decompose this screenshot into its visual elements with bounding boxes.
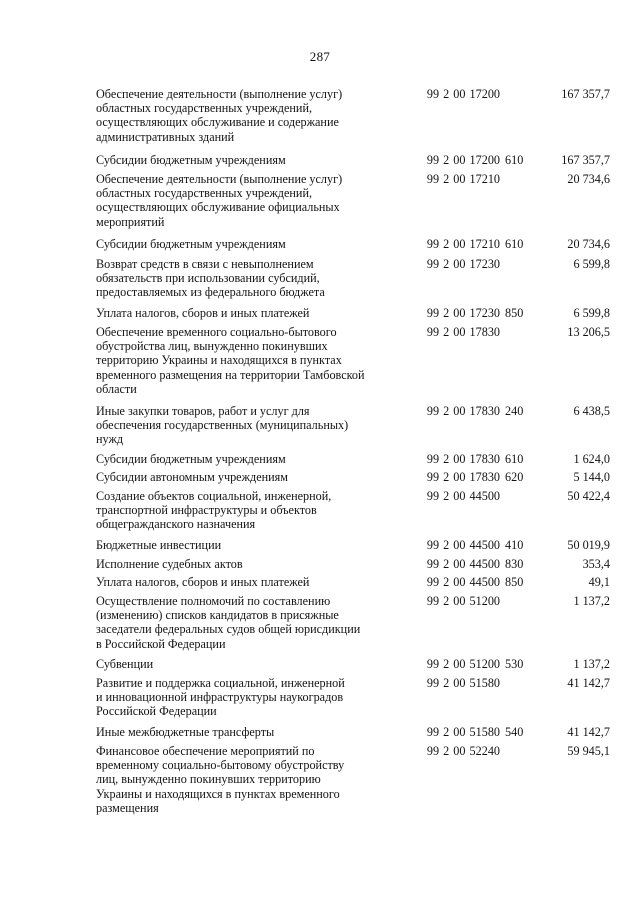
row-description: Субсидии бюджетным учреждениям bbox=[96, 237, 286, 251]
row-code: 99 2 00 52240 bbox=[426, 744, 500, 758]
row-code: 99 2 00 17230 bbox=[426, 257, 500, 271]
row-expense-type: 830 bbox=[505, 557, 524, 571]
row-code: 99 2 00 17230 bbox=[426, 306, 500, 320]
row-expense-type: 610 bbox=[505, 237, 524, 251]
row-code: 99 2 00 17210 bbox=[426, 172, 500, 186]
row-description: Возврат средств в связи с невыполнением обязательств при использовании субсидий, предоставляемых из федерального бюджета bbox=[96, 257, 325, 300]
row-expense-type: 850 bbox=[505, 575, 524, 589]
row-expense-type: 240 bbox=[505, 404, 524, 418]
row-amount: 50 422,4 bbox=[567, 489, 610, 503]
row-description: Субсидии бюджетным учреждениям bbox=[96, 452, 286, 466]
row-expense-type: 850 bbox=[505, 306, 524, 320]
row-amount: 167 357,7 bbox=[561, 153, 610, 167]
row-amount: 1 137,2 bbox=[573, 594, 610, 608]
row-expense-type: 610 bbox=[505, 153, 524, 167]
row-amount: 50 019,9 bbox=[567, 538, 610, 552]
row-description: Обеспечение деятельности (выполнение услуг) областных государственных учреждений, осуществляющих обслуживание и содержание административных зданий bbox=[96, 87, 343, 144]
row-amount: 20 734,6 bbox=[567, 172, 610, 186]
row-description: Создание объектов социальной, инженерной, транспортной инфраструктуры и объектов общегражданского назначения bbox=[96, 489, 332, 532]
row-code: 99 2 00 44500 bbox=[426, 557, 500, 571]
row-amount: 20 734,6 bbox=[567, 237, 610, 251]
row-description: Уплата налогов, сборов и иных платежей bbox=[96, 575, 310, 589]
row-code: 99 2 00 17830 bbox=[426, 404, 500, 418]
row-expense-type: 410 bbox=[505, 538, 524, 552]
row-amount: 6 438,5 bbox=[573, 404, 610, 418]
row-expense-type: 610 bbox=[505, 452, 524, 466]
row-description: Субвенции bbox=[96, 657, 154, 671]
row-amount: 41 142,7 bbox=[567, 676, 610, 690]
row-expense-type: 620 bbox=[505, 470, 524, 484]
row-description: Иные закупки товаров, работ и услуг для обеспечения государственных (муниципальных) нужд bbox=[96, 404, 349, 447]
row-amount: 41 142,7 bbox=[567, 725, 610, 739]
row-code: 99 2 00 44500 bbox=[426, 538, 500, 552]
row-amount: 13 206,5 bbox=[567, 325, 610, 339]
row-description: Финансовое обеспечение мероприятий по временному социально-бытовому обустройству лиц, вынужденно покинувших территорию Украины и находящихся в пунктах временного размещения bbox=[96, 744, 345, 815]
row-amount: 59 945,1 bbox=[567, 744, 610, 758]
row-description: Иные межбюджетные трансферты bbox=[96, 725, 275, 739]
row-description: Субсидии бюджетным учреждениям bbox=[96, 153, 286, 167]
row-amount: 353,4 bbox=[582, 557, 610, 571]
row-code: 99 2 00 51200 bbox=[426, 657, 500, 671]
row-description: Обеспечение временного социально-бытового обустройства лиц, вынужденно покинувших территорию Украины и находящихся в пунктах временного размещения на территории Тамбовской области bbox=[96, 325, 365, 396]
page-number: 287 bbox=[309, 49, 331, 64]
row-description: Исполнение судебных актов bbox=[96, 557, 243, 571]
row-code: 99 2 00 44500 bbox=[426, 489, 500, 503]
row-expense-type: 540 bbox=[505, 725, 524, 739]
row-amount: 167 357,7 bbox=[561, 87, 610, 101]
row-code: 99 2 00 17830 bbox=[426, 470, 500, 484]
row-code: 99 2 00 51580 bbox=[426, 725, 500, 739]
row-description: Уплата налогов, сборов и иных платежей bbox=[96, 306, 310, 320]
row-description: Развитие и поддержка социальной, инженерной и инновационной инфраструктуры наукоградов Российской Федерации bbox=[96, 676, 345, 719]
row-code: 99 2 00 17210 bbox=[426, 237, 500, 251]
row-code: 99 2 00 17200 bbox=[426, 87, 500, 101]
row-description: Субсидии автономным учреждениям bbox=[96, 470, 288, 484]
row-code: 99 2 00 17200 bbox=[426, 153, 500, 167]
row-code: 99 2 00 17830 bbox=[426, 452, 500, 466]
row-amount: 6 599,8 bbox=[573, 306, 610, 320]
row-amount: 1 137,2 bbox=[573, 657, 610, 671]
row-description: Обеспечение деятельности (выполнение услуг) областных государственных учреждений, осуществляющих обслуживание официальных мероприятий bbox=[96, 172, 343, 229]
row-code: 99 2 00 44500 bbox=[426, 575, 500, 589]
row-code: 99 2 00 51200 bbox=[426, 594, 500, 608]
row-amount: 1 624,0 bbox=[573, 452, 610, 466]
row-description: Осуществление полномочий по составлению (изменению) списков кандидатов в присяжные заседатели федеральных судов общей юрисдикции в Российской Федерации bbox=[96, 594, 361, 651]
row-amount: 49,1 bbox=[588, 575, 610, 589]
row-amount: 6 599,8 bbox=[573, 257, 610, 271]
row-description: Бюджетные инвестиции bbox=[96, 538, 222, 552]
row-amount: 5 144,0 bbox=[573, 470, 610, 484]
row-code: 99 2 00 51580 bbox=[426, 676, 500, 690]
row-code: 99 2 00 17830 bbox=[426, 325, 500, 339]
row-expense-type: 530 bbox=[505, 657, 524, 671]
